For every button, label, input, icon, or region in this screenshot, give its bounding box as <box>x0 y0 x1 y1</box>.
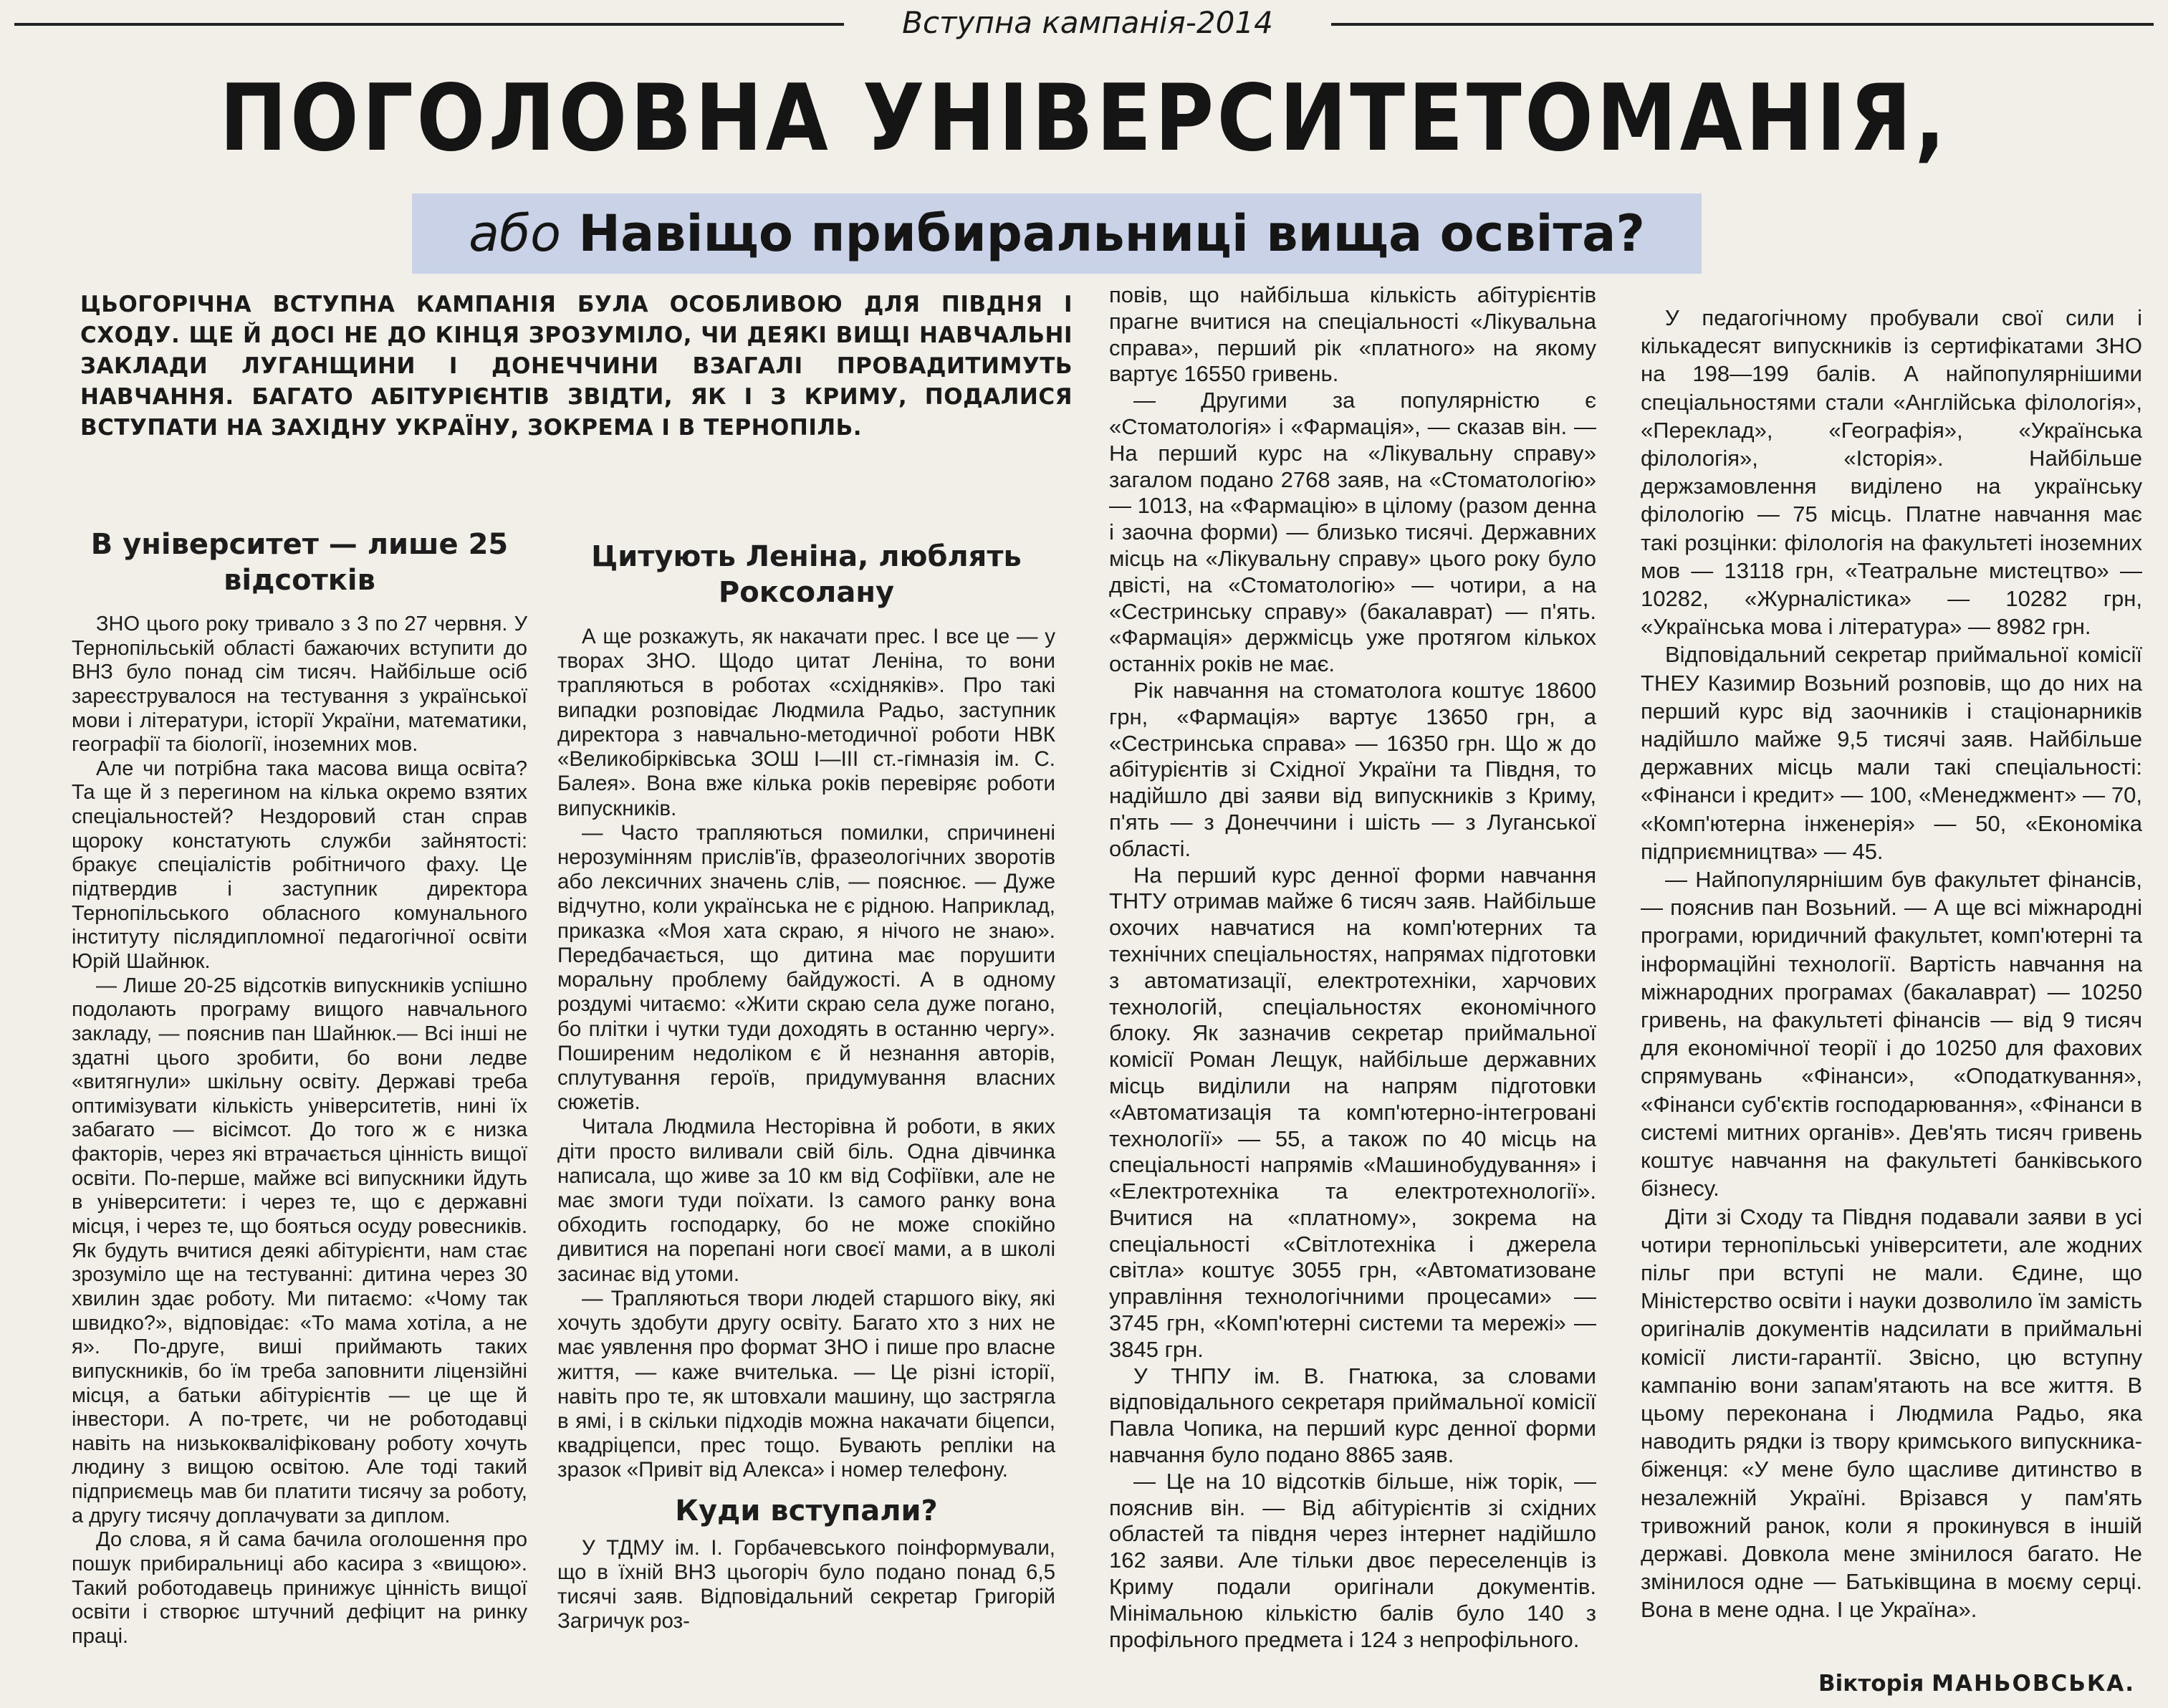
article-paragraph: У педагогічному пробували свої сили і кількадесят випускників із сертифікатами ЗНО на 198—199 балів. А найпопулярнішими спеціальностями стали «Англійська філологія», «Переклад», «Географія», «Українська філологія», «Історія». Найбільше держзамовлення виділено на українську філологію — 75 місць. Платне навчання має такі розцінки: філологія на факультеті іноземних мов — 13118 грн, «Театральне мистецтво» — 10282, «Журналістика» — 10282 грн, «Українська мова і література» — 8982 грн. <box>1641 305 2142 640</box>
article-paragraph: До слова, я й сама бачила оголошення про пошук прибиральниці або касира з «вищою». Такий роботодавець принижує цінність вищої освіти і створює штучний дефіцит на ринку праці. <box>72 1528 527 1648</box>
article-paragraph: Читала Людмила Несторівна й роботи, в яких діти просто виливали свій біль. Одна дівчинка написала, що живе за 10 км від Софіївки, але не має змоги туди поїхати. Із самого ранку вона обходить господарку, бо не може спокійно дивитися на порепані ноги своєї мами, а в школі засинає від утоми. <box>557 1115 1055 1286</box>
article-paragraph: ЗНО цього року тривало з 3 по 27 червня. У Тернопільській області бажаючих вступити до ВНЗ було понад сім тисяч. Найбільше осіб зареєструвалося на тестування з української мови і літератури, історії України, математики, географії та біології, іноземних мов. <box>72 613 527 757</box>
author-surname: МАНЬОВСЬКА. <box>1932 1671 2135 1697</box>
subheadline <box>412 193 1702 274</box>
article-paragraph: — Другими за популярністю є «Стоматологія» і «Фармація», — сказав він. — На перший курс на «Лікувальну справу» загалом подано 2768 заяв, на «Стоматологію» — 1013, на «Фармацію» в цілому (разом денна і заочна форми) — близько тисячі. Державних місць на «Лікувальну справу» цього року було двісті, на «Стоматологію» — чотири, а на «Сестринську справу» (бакалаврат) — п'ять. «Фармація» держмісць уже протягом кількох останніх років не має. <box>1109 388 1596 677</box>
subheading-lenin: Цитують Леніна, люблять Роксолану <box>591 540 1022 609</box>
column-2 <box>557 539 1055 1634</box>
lead-paragraph: ЦЬОГОРІЧНА ВСТУПНА КАМПАНІЯ БУЛА ОСОБЛИВОЮ ДЛЯ ПІВДНЯ І СХОДУ. ЩЕ Й ДОСІ НЕ ДО КІНЦЯ ЗРОЗУМІЛО, ЧИ ДЕЯКІ ВИЩІ НАВЧАЛЬНІ ЗАКЛАДИ ЛУГАНЩИНИ І ДОНЕЧЧИНИ ВЗАГАЛІ ПРОВАДИТИМУТЬ НАВЧАННЯ. БАГАТО АБІТУРІЄНТІВ ЗВІДТИ, ЯК І З КРИМУ, ПОДАЛИСЯ ВСТУПАТИ НА ЗАХІДНУ УКРАЇНУ, ЗОКРЕМА І В ТЕРНОПІЛЬ. <box>80 292 1073 441</box>
column-1 <box>72 527 527 1649</box>
headline: ПОГОЛОВНА УНІВЕРСИТЕТОМАНІЯ, <box>219 65 1949 172</box>
column-3 <box>1109 282 1596 1653</box>
article-paragraph: А ще розкажуть, як накачати прес. І все це — у творах ЗНО. Щодо цитат Леніна, то вони трапляються в роботах «східняків». Про такі випадки розповідає Людмила Радьо, заступник директора з навчально-методичної роботи НВК «Великобірківська ЗОШ І—ІІІ ст.-гімназія ім. С. Балея». Вона вже кілька років перевіряє роботи випускників. <box>557 625 1055 820</box>
column-4 <box>1641 304 2142 1624</box>
article-paragraph: Але чи потрібна така масова вища освіта? Та ще й з перегином на кілька окремо взятих спеціальностей? Нездоровий стан справ щороку констатують служби зайнятості: бракує спеціалістів робітничого фаху. Це підтвердив і заступник директора Тернопільського обласного комунального інституту післядипломної педагогічної освіти Юрій Шайнюк. <box>72 757 527 973</box>
author-first-name: Вікторія <box>1818 1671 1924 1697</box>
rubric: Вступна кампанія-2014 <box>902 5 1273 40</box>
article-paragraph: повів, що найбільша кількість абітурієнтів прагне вчитися на спеціальності «Лікувальна справа», перший рік «платного» на якому вартує 16550 гривень. <box>1109 282 1596 387</box>
article-paragraph: На перший курс денної форми навчання ТНТУ отримав майже 6 тисяч заяв. Найбільше охочих навчатися на комп'ютерних та технічних спеціальностях, напрямах підготовки з автоматизації, електротехніки, харчових технологій, спеціальностях економічного блоку. Як зазначив секретар приймальної комісії Роман Лещук, найбільше державних місць виділили на напрям підготовки «Автоматизація та комп'ютерно-інтегровані технології» — 55, а також по 40 місць на спеціальності напрямів «Машинобудування» і «Електротехніка та електротехнології». Вчитися на «платному», зокрема на спеціальності «Світлотехніка і джерела світла» коштує 3055 грн, «Автоматизоване управління технологічними процесами» — 3745 грн, «Комп'ютерні системи та мережі» — 3845 грн. <box>1109 862 1596 1362</box>
article-paragraph: Відповідальний секретар приймальної комісії ТНЕУ Казимир Возьний розповів, що до них на перший курс від заочників і стаціонарників надійшло майже 9,5 тисячі заяв. Найбільше державних місць мали такі спеціальності: «Фінанси і кредит» — 100, «Менеджмент» — 70, «Комп'ютерна інженерія» — 50, «Економіка підприємництва» — 45. <box>1641 642 2142 864</box>
article-paragraph: Рік навчання на стоматолога коштує 18600 грн, «Фармація» вартує 13650 грн, а «Сестринська справа» — 16350 грн. Що ж до абітурієнтів зі Східної України та Півдня, то надійшло дві заяви від випускників з Криму, п'ять — з Донеччини і шість — з Луганської області. <box>1109 677 1596 861</box>
article-paragraph: Діти зі Сходу та Півдня подавали заяви в усі чотири тернопільські університети, але жодних пільг при вступі не мали. Єдине, що Міністерство освіти і науки дозволило їм замість оригіналів документів надсилати в приймальні комісії листи-гарантії. Звісно, цю вступну кампанію вони запам'ятають на все життя. В цьому переконана і Людмила Радьо, яка наводить рядки із твору кримського випускника-біженця: «У мене було щасливе дитинство в незалежній Україні. Врізався у пам'ять тривожний ранок, коли я прокинувся в іншій державі. Довкола мене змінилося багато. Не змінилося одне — Батьківщина в моєму серці. Вона в мене одна. І це Україна». <box>1641 1204 2142 1623</box>
article-paragraph: — Найпопулярнішим був факультет фінансів, — пояснив пан Возьний. — А ще всі міжнародні програми, юридичний факультет, комп'ютерні та інформаційні технології. Вартість навчання на міжнародних програмах (бакалаврат) — 10250 гривень, на факультеті фінансів — від 9 тисяч для економічної теорії і до 10250 для фахових спрямувань «Фінанси», «Оподаткування», «Фінанси суб'єктів господарювання», «Фінанси в системі митних органів». Дев'ять тисяч гривень коштує навчання на факультеті банківського бізнесу. <box>1641 867 2142 1201</box>
subheading-university: В університет — лише 25 відсотків <box>90 528 509 597</box>
article-paragraph: — Це на 10 відсотків більше, ніж торік, — пояснив він. — Від абітурієнтів зі східних областей та півдня через інтернет надійшло 162 заяви. Але тільки двоє переселенців із Криму подали оригінали документів. Мінімальною кількістю балів було 140 з профільного предмета і 124 з непрофільного. <box>1109 1468 1596 1652</box>
article-paragraph: — Лише 20-25 відсотків випускників успішно подолають програму вищого навчального закладу, — пояснив пан Шайнюк.— Всі інші не здатні цього зробити, бо вони ледве «витягнули» шкільну освіту. Державі треба оптимізувати кількість університетів, нині їх забагато — вісімсот. До того ж є низка факторів, через які втрачається цінність вищої освіти. По-перше, майже всі випускники йдуть в університети: і через те, що є державні місця, і через те, що бояться осуду ровесників. Як будуть вчитися деякі абітурієнти, нам стає зрозуміло ще на тестуванні: дитина через 30 хвилин здає роботу. Ми питаємо: «Чому так швидко?», відповідає: «То мама хотіла, а не я». По-друге, виші приймають таких випускників, бо їм треба заповнити ліцензійні місця, а батьки абітурієнтів — це ще й інвестори. А по-третє, чи не роботодавці навіть на низькокваліфіковану роботу хочуть людину з вищою освітою. Але тоді такий підприємець мав би платити тисячу за роботу, а другу тисячу доплачувати за диплом. <box>72 974 527 1527</box>
article-paragraph: — Часто трапляються помилки, спричинені нерозумінням прислів'їв, фразеологічних зворотів або лексичних значень слів, — пояснює. — Дуже відчутно, коли українська не є рідною. Наприклад, приказка «Моя хата скраю, я нічого не знаю». Передбачається, що дитина має порушити моральну проблему байдужості. А в одному роздумі читаємо: «Жити скраю села дуже погано, бо плітки і чутки туди доходять в останню чергу». Поширеним недоліком є й незнання авторів, сплутування героїв, придумування власних сюжетів. <box>557 820 1055 1115</box>
subheadline-text: Навіщо прибиральниці вища освіта? <box>578 204 1645 263</box>
article-paragraph: У ТДМУ ім. І. Горбачевського поінформували, що в їхній ВНЗ цьогоріч було подано понад 6,5 тисячі заяв. Відповідальний секретар Григорій Загричук роз- <box>557 1535 1055 1633</box>
rubric-rule-right <box>1331 23 2154 26</box>
article-paragraph: — Трапляються твори людей старшого віку, які хочуть здобути другу освіту. Багато хто з них не має уявлення про формат ЗНО і пише про власне життя, — каже вчителька. — Це різні історії, навіть про те, як штовхали машину, що застрягла в ямі, і в скільки підходів можна накачати біцепси, квадріцепси, прес тощо. Бувають репліки на зразок «Привіт від Алекса» і номер телефону. <box>557 1286 1055 1482</box>
subheadline-prefix: або <box>469 204 561 263</box>
article-paragraph: У ТНПУ ім. В. Гнатюка, за словами відповідального секретаря приймальної комісії Павла Чопика, на перший курс денної форми навчання було подано 8865 заяв. <box>1109 1363 1596 1468</box>
author-signature <box>1784 1669 2135 1698</box>
rubric-rule-left <box>14 23 844 26</box>
subheading-where: Куди вступали? <box>675 1494 938 1527</box>
